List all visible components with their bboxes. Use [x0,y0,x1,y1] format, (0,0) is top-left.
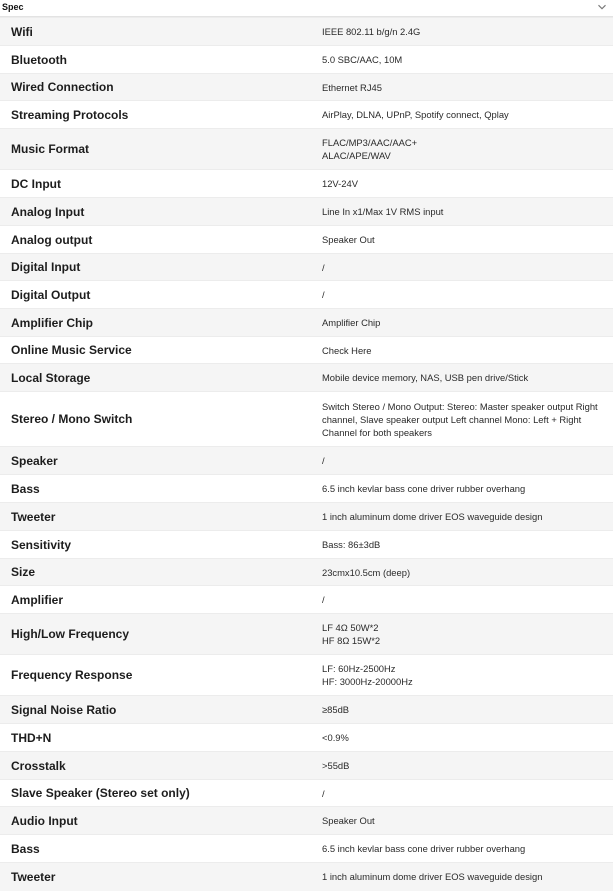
spec-value: 1 inch aluminum dome driver EOS waveguide design [316,863,613,891]
spec-label: Digital Output [0,281,316,309]
spec-value: 12V-24V [316,170,613,198]
table-row [0,752,613,780]
spec-label: Bluetooth [0,46,316,74]
spec-value: Ethernet RJ45 [316,74,613,101]
table-row [0,18,613,46]
spec-label: Frequency Response [0,655,316,696]
spec-label: High/Low Frequency [0,614,316,655]
spec-value: / [316,281,613,309]
spec-label: Digital Input [0,254,316,281]
table-row [0,254,613,281]
spec-table [0,17,613,891]
spec-value: AirPlay, DLNA, UPnP, Spotify connect, Qplay [316,101,613,129]
spec-label: Music Format [0,129,316,170]
spec-value: 5.0 SBC/AAC, 10M [316,46,613,74]
spec-table-body [0,18,613,891]
spec-value: 1 inch aluminum dome driver EOS waveguide design [316,503,613,531]
spec-value: Check Here [316,337,613,364]
table-row [0,198,613,226]
table-row [0,74,613,101]
chevron-down-icon[interactable] [597,2,607,12]
table-row [0,129,613,170]
spec-value: Amplifier Chip [316,309,613,337]
spec-label: Amplifier [0,586,316,614]
spec-label: Speaker [0,447,316,475]
spec-label: Analog output [0,226,316,254]
spec-value: / [316,447,613,475]
spec-section-header[interactable] [0,0,613,17]
spec-value: Bass: 86±3dB [316,531,613,559]
spec-label: Tweeter [0,863,316,891]
table-row [0,447,613,475]
table-row [0,586,613,614]
table-row [0,281,613,309]
table-row [0,863,613,891]
spec-label: Stereo / Mono Switch [0,392,316,447]
spec-value: LF: 60Hz-2500Hz HF: 3000Hz-20000Hz [316,655,613,696]
spec-label: Analog Input [0,198,316,226]
table-row [0,835,613,863]
spec-value: >55dB [316,752,613,780]
spec-label: Signal Noise Ratio [0,696,316,724]
table-row [0,724,613,752]
spec-value: 6.5 inch kevlar bass cone driver rubber overhang [316,835,613,863]
spec-value: Line In x1/Max 1V RMS input [316,198,613,226]
table-row [0,780,613,807]
table-row [0,392,613,447]
table-row [0,309,613,337]
spec-value: Speaker Out [316,807,613,835]
table-row [0,531,613,559]
spec-label: DC Input [0,170,316,198]
spec-value: IEEE 802.11 b/g/n 2.4G [316,18,613,46]
table-row [0,655,613,696]
spec-label: Crosstalk [0,752,316,780]
spec-label: Wifi [0,18,316,46]
spec-value: 23cmx10.5cm (deep) [316,559,613,586]
spec-label: Size [0,559,316,586]
spec-label: Local Storage [0,364,316,392]
table-row [0,170,613,198]
spec-value: FLAC/MP3/AAC/AAC+ ALAC/APE/WAV [316,129,613,170]
spec-value: Switch Stereo / Mono Output: Stereo: Master speaker output Right channel, Slave speaker output Left channel Mono: Left + Right Channel for both speakers [316,392,613,447]
spec-label: Online Music Service [0,337,316,364]
spec-label: Amplifier Chip [0,309,316,337]
spec-label: THD+N [0,724,316,752]
spec-value: Mobile device memory, NAS, USB pen drive/Stick [316,364,613,392]
table-row [0,46,613,74]
table-row [0,559,613,586]
spec-label: Bass [0,835,316,863]
table-row [0,226,613,254]
spec-label: Audio Input [0,807,316,835]
spec-label: Sensitivity [0,531,316,559]
spec-value: Speaker Out [316,226,613,254]
table-row [0,337,613,364]
spec-label: Slave Speaker (Stereo set only) [0,780,316,807]
spec-value: 6.5 inch kevlar bass cone driver rubber overhang [316,475,613,503]
spec-title: Spec [2,2,24,12]
table-row [0,696,613,724]
spec-label: Wired Connection [0,74,316,101]
table-row [0,503,613,531]
table-row [0,807,613,835]
spec-value: / [316,780,613,807]
table-row [0,101,613,129]
spec-label: Streaming Protocols [0,101,316,129]
spec-label: Bass [0,475,316,503]
spec-value: / [316,254,613,281]
table-row [0,614,613,655]
table-row [0,364,613,392]
spec-label: Tweeter [0,503,316,531]
spec-value: <0.9% [316,724,613,752]
spec-value: / [316,586,613,614]
spec-value: ≥85dB [316,696,613,724]
spec-value: LF 4Ω 50W*2 HF 8Ω 15W*2 [316,614,613,655]
table-row [0,475,613,503]
